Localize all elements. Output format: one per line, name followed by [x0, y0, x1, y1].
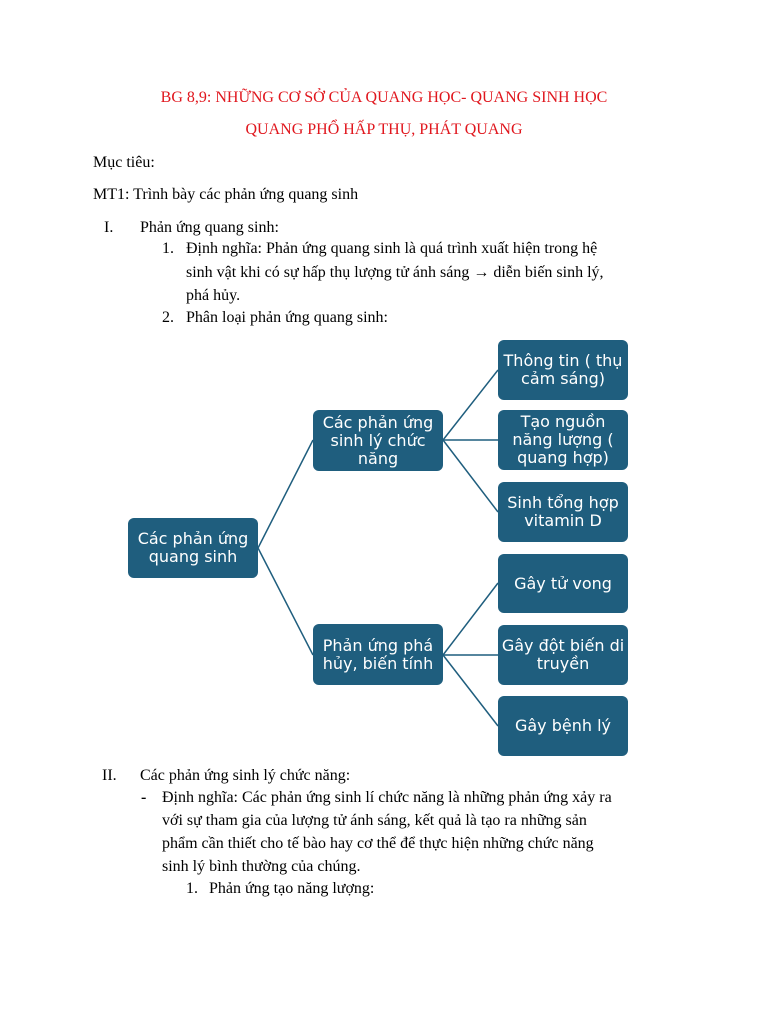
- section1-number: I.: [104, 219, 114, 236]
- diagram-node-vitamin-d: Sinh tổng hợp vitamin D: [498, 482, 628, 542]
- objective-mt1: MT1: Trình bày các phản ứng quang sinh: [93, 186, 359, 203]
- section1-item1-line3: phá hủy.: [186, 287, 241, 304]
- doc-title-line2: QUANG PHỔ HẤP THỤ, PHÁT QUANG: [245, 121, 523, 138]
- section2-heading: Các phản ứng sinh lý chức năng:: [140, 767, 351, 784]
- diagram-node-disease: Gây bệnh lý: [498, 696, 628, 756]
- diagram-node-death: Gây tử vong: [498, 554, 628, 613]
- connector-bottom-child3: [443, 655, 498, 726]
- connector-top-child1: [443, 370, 498, 440]
- section2-def-line3: phẩm cần thiết cho tế bào hay cơ thể để thực hiện những chức năng: [162, 835, 594, 852]
- section2-def-line4: sinh lý bình thường của chúng.: [162, 858, 361, 875]
- connector-root-bottom: [258, 548, 313, 655]
- diagram-branch-destructive: Phản ứng phá hủy, biến tính: [313, 624, 443, 685]
- diagram-node-information: Thông tin ( thụ cảm sáng): [498, 340, 628, 400]
- objectives-label: Mục tiêu:: [93, 154, 155, 171]
- section2-def-line1: Định nghĩa: Các phản ứng sinh lí chức năng là những phản ứng xảy ra: [162, 789, 612, 806]
- section1-item2-text: Phân loại phản ứng quang sinh:: [186, 309, 388, 326]
- diagram-node-energy: Tạo nguồn năng lượng ( quang hợp): [498, 410, 628, 470]
- section2-item1-text: Phản ứng tạo năng lượng:: [209, 880, 375, 897]
- doc-title-line1: BG 8,9: NHỮNG CƠ SỞ CỦA QUANG HỌC- QUANG SINH HỌC: [160, 89, 608, 106]
- section1-item1-line2: sinh vật khi có sự hấp thụ lượng tử ánh sáng → diễn biến sinh lý,: [186, 264, 604, 281]
- section2-bullet: -: [141, 789, 147, 806]
- diagram-node-mutation: Gây đột biến di truyền: [498, 625, 628, 685]
- section2-item1-number: 1.: [186, 880, 198, 897]
- section1-item2-number: 2.: [162, 309, 174, 326]
- section2-number: II.: [102, 767, 117, 784]
- section1-heading: Phản ứng quang sinh:: [140, 219, 279, 236]
- section1-item1-number: 1.: [162, 240, 174, 257]
- connector-root-top: [258, 440, 313, 548]
- connector-bottom-child1: [443, 583, 498, 655]
- diagram-root-box: Các phản ứng quang sinh: [128, 518, 258, 578]
- section2-def-line2: với sự tham gia của lượng tử ánh sáng, kết quả là tạo ra những sản: [162, 812, 587, 829]
- section1-item1-line1: Định nghĩa: Phản ứng quang sinh là quá trình xuất hiện trong hệ: [186, 240, 598, 257]
- connector-top-child3: [443, 440, 498, 512]
- diagram-branch-physiological: Các phản ứng sinh lý chức năng: [313, 410, 443, 471]
